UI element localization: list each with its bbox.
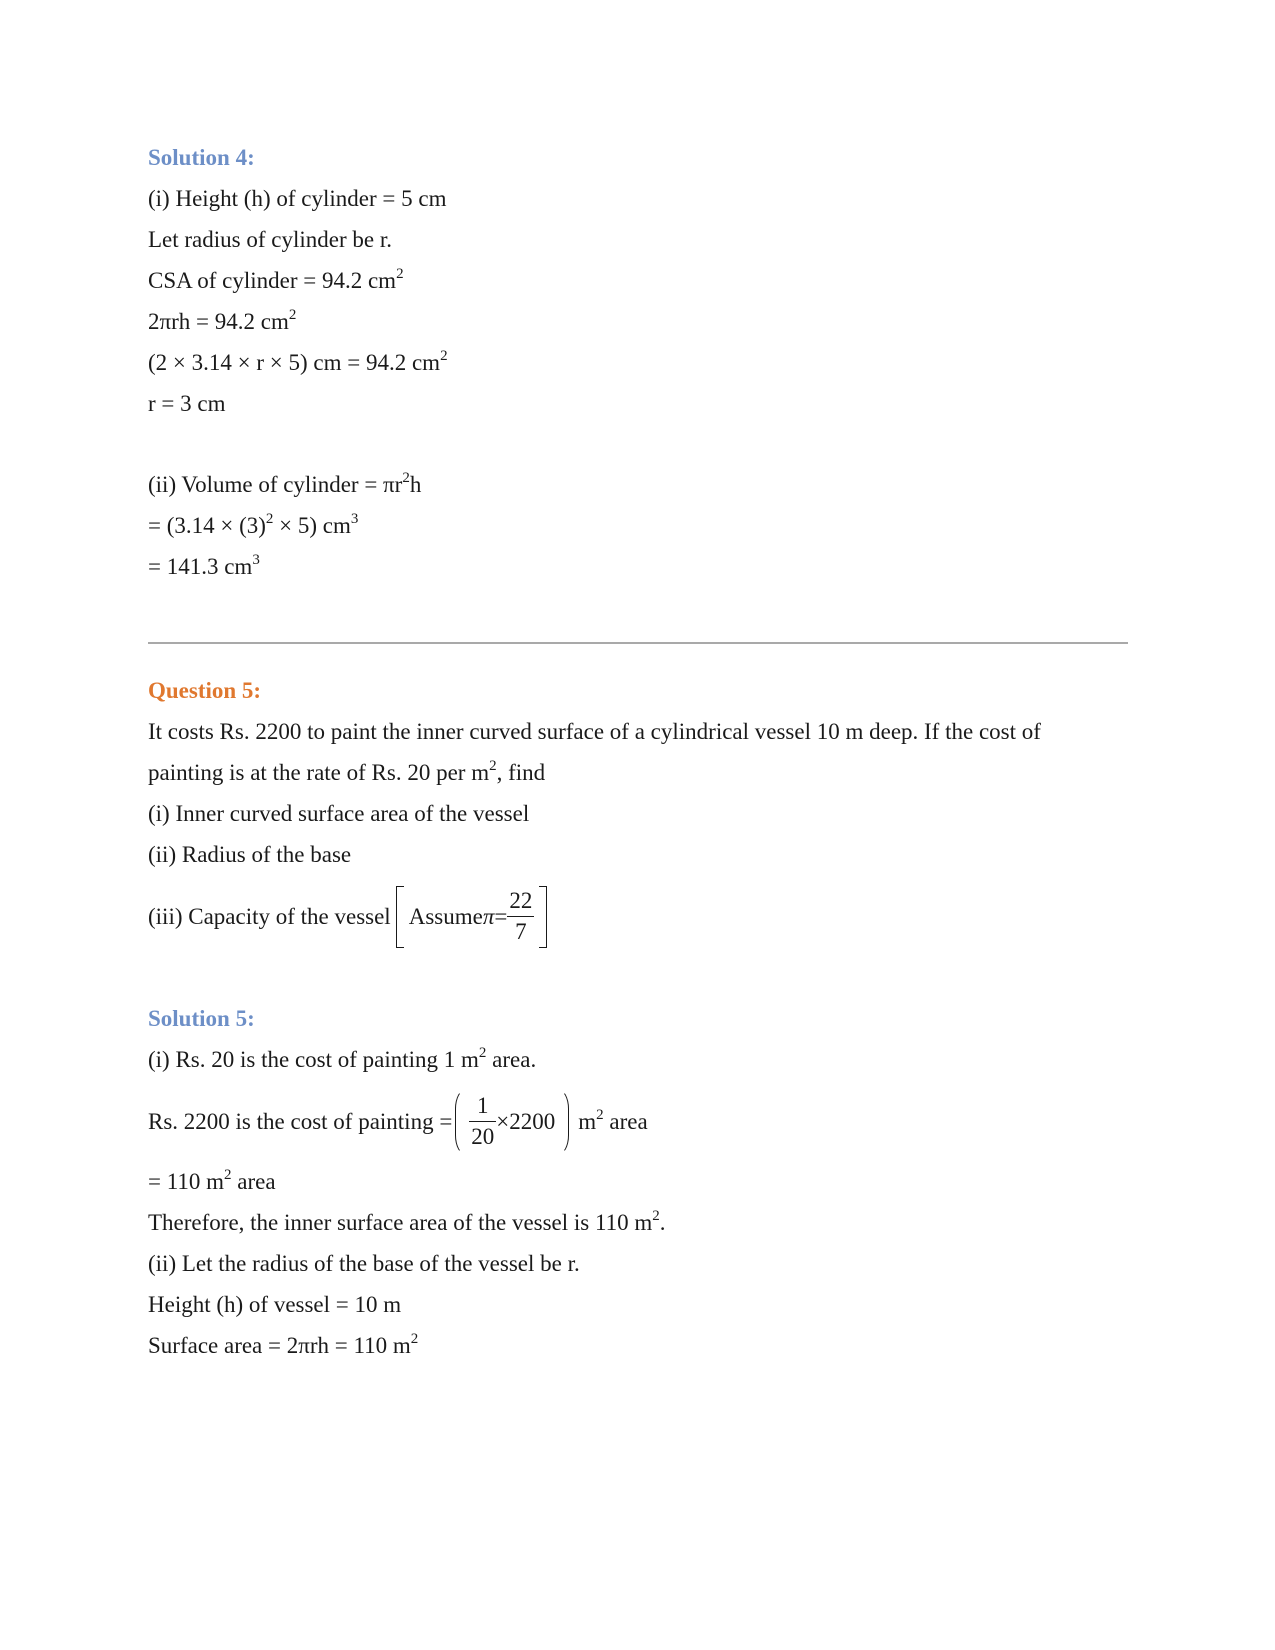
sol4-volume-result: = 141.3 $cm^3$ — [148, 552, 260, 579]
sol4-line-4: 2πrh = 94.2 $cm^2$ — [148, 307, 297, 334]
sol4-line-2: Let radius of cylinder be r. — [148, 227, 392, 252]
sol4-line-3: CSA of cylinder = 94.2 $cm^2$ — [148, 266, 404, 293]
cost-fraction: $\frac{1}{20}$ — [471, 1093, 495, 1150]
q5-item-2: (ii) Radius of the base — [148, 842, 352, 867]
solution-5-heading: Solution 5: — [148, 1006, 255, 1031]
sol4-line-6: r = 3 cm — [148, 391, 226, 416]
q5-item-3: (iii) Capacity of the vessel Assumeπ= $\frac{22}{7}$ — [148, 883, 552, 949]
question-5-heading: Question 5: — [148, 678, 262, 703]
q5-line-1: It costs Rs. 2200 to paint the inner curved surface of a cylindrical vessel 10 m deep. If the cost of — [148, 719, 1041, 744]
left-parenthesis — [455, 1089, 466, 1155]
sol5-line-1: (i) Rs. 20 is the cost of painting 1 $m^2$ area. — [148, 1045, 537, 1072]
sol4-volume-substitution: = $(3.14 \times (3)^2 \times 5)$ $cm^3$ — [148, 511, 359, 538]
q5-item-1: (i) Inner curved surface area of the vessel — [148, 801, 530, 826]
pi-fraction: $\frac{22}{7}$ — [509, 888, 533, 945]
q5-line-2: painting is at the rate of Rs. 20 per $m^2$, find — [148, 758, 546, 785]
sol4-volume-formula: (ii) Volume of cylinder = $\pi r^2h$ — [148, 470, 422, 497]
sol5-line-7: Surface area = 2πrh = 110 $m^2$ — [148, 1331, 419, 1358]
sol5-line-3: = 110 $m^2$ area — [148, 1167, 276, 1194]
sol5-line-2: Rs. 2200 is the cost of painting = $\frac{1}{20}$ ×2200 $m^2$ area — [148, 1088, 648, 1155]
section-divider — [148, 642, 1128, 644]
left-bracket — [396, 886, 404, 948]
sol4-line-5: (2 × 3.14 × r × 5) cm = 94.2 $cm^2$ — [148, 348, 448, 375]
right-parenthesis — [558, 1089, 569, 1155]
sol5-line-5: (ii) Let the radius of the base of the vessel be r. — [148, 1251, 580, 1276]
right-bracket — [539, 886, 547, 948]
sol4-line-1: (i) Height (h) of cylinder = 5 cm — [148, 186, 447, 211]
sol5-line-6: Height (h) of vessel = 10 m — [148, 1292, 402, 1317]
sol5-line-4: Therefore, the inner surface area of the vessel is 110 $m^2$. — [148, 1208, 666, 1235]
solution-4-heading: Solution 4: — [148, 145, 255, 170]
